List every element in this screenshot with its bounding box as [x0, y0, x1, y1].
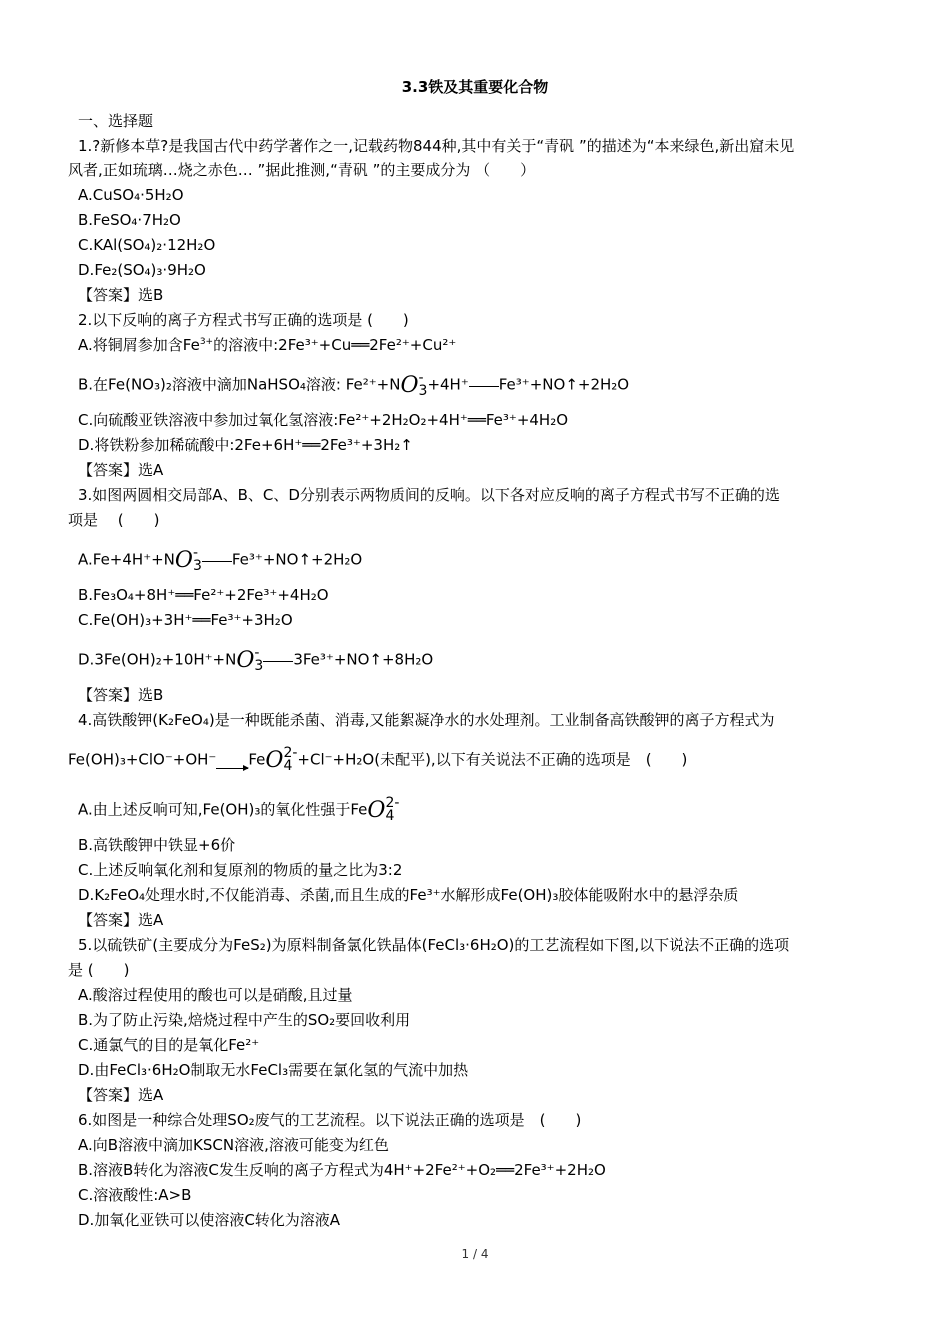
charge-label: 2- [283, 745, 298, 761]
question-2-stem: 2.以下反响的离子方程式书写正确的选项是 ( ) [78, 311, 409, 329]
q2-b-tail: Fe³⁺+NO↑+2H₂O [498, 375, 630, 394]
question-5-option-a: A.酸溶过程使用的酸也可以是硝酸,且过量 [78, 986, 353, 1004]
q4-eq-mid: Fe [248, 750, 266, 769]
question-3-option-a [78, 547, 362, 573]
q3-d-pre: D.3Fe(OH)₂+10H⁺+N [78, 650, 237, 669]
q4-eq-pre: Fe(OH)₃+ClO⁻+OH⁻ [68, 750, 217, 769]
question-1-option-b: B.FeSO₄·7H₂O [78, 211, 181, 229]
oxygen-symbol: O [265, 747, 284, 773]
nitrate-stack [254, 647, 263, 673]
question-1-stem-line2: 风者,正如琉璃…烧之赤色… ”据此推测,“青矾 ”的主要成分为 （ ） [68, 161, 536, 179]
question-1-option-a: A.CuSO₄·5H₂O [78, 186, 184, 204]
q2-b-post: +4H⁺ [427, 375, 469, 394]
question-1-option-c: C.KAl(SO₄)₂·12H₂O [78, 236, 216, 254]
question-4-equation [68, 747, 687, 773]
question-3-stem-line1: 3.如图两圆相交局部A、B、C、D分别表示两物质间的反响。以下各对应反响的离子方程式书写不正确的选 [78, 486, 780, 504]
question-5-option-c: C.通氯气的目的是氧化Fe²⁺ [78, 1036, 260, 1054]
ferrate-stack [385, 797, 399, 823]
subscript-label: 4 [385, 808, 395, 824]
subscript-label: 3 [418, 383, 428, 399]
nitrate-stack [419, 372, 428, 398]
question-4-option-c: C.上述反响氧化剂和复原剂的物质的量之比为3:2 [78, 861, 403, 879]
reaction-line [202, 561, 232, 562]
q4-a-pre: A.由上述反响可知,Fe(OH)₃的氧化性强于Fe [78, 800, 368, 819]
reaction-arrow [216, 768, 248, 769]
question-5-stem-line2: 是 ( ) [68, 961, 130, 979]
ferrate-stack [283, 747, 297, 773]
question-3-option-c: C.Fe(OH)₃+3H⁺══Fe³⁺+3H₂O [78, 611, 293, 629]
question-1-answer: 【答案】选B [78, 286, 164, 304]
oxygen-symbol: O [236, 647, 255, 673]
question-2-option-c: C.向硫酸亚铁溶液中参加过氧化氢溶液:Fe²⁺+2H₂O₂+4H⁺══Fe³⁺+4H₂O [78, 411, 569, 429]
question-3-option-b: B.Fe₃O₄+8H⁺══Fe²⁺+2Fe³⁺+4H₂O [78, 586, 329, 604]
q3-a-tail: Fe³⁺+NO↑+2H₂O [231, 550, 363, 569]
q2-a-charge: 3+ [199, 337, 214, 347]
section-heading: 一、选择题 [78, 112, 154, 130]
oxygen-symbol: O [400, 372, 419, 398]
q2-a-pre: A.将铜屑参加含Fe [78, 336, 200, 354]
question-6-stem: 6.如图是一种综合处理SO₂废气的工艺流程。以下说法正确的选项是 ( ) [78, 1111, 582, 1129]
question-6-option-d: D.加氧化亚铁可以使溶液C转化为溶液A [78, 1211, 341, 1229]
question-5-answer: 【答案】选A [78, 1086, 164, 1104]
question-4-answer: 【答案】选A [78, 911, 164, 929]
oxygen-symbol: O [174, 547, 193, 573]
question-3-stem-line2: 项是 ( ) [68, 511, 160, 529]
page-number: 1 / 4 [461, 1247, 489, 1261]
charge-label: - [418, 370, 424, 386]
q4-eq-post: +Cl⁻+H₂O(未配平),以下有关说法不正确的选项是 ( ) [297, 750, 688, 769]
question-3-answer: 【答案】选B [78, 686, 164, 704]
oxygen-symbol: O [367, 797, 386, 823]
question-6-option-a: A.向B溶液中滴加KSCN溶液,溶液可能变为红色 [78, 1136, 389, 1154]
charge-label: - [192, 545, 199, 561]
question-2-option-b [78, 372, 629, 398]
q3-a-pre: A.Fe+4H⁺+N [78, 550, 175, 569]
subscript-label: 4 [283, 758, 293, 774]
subscript-label: 3 [192, 558, 202, 574]
question-4-stem-line1: 4.高铁酸钾(K₂FeO₄)是一种既能杀菌、消毒,又能絮凝净水的水处理剂。工业制备高铁酸钾的离子方程式为 [78, 711, 775, 729]
question-6-option-c: C.溶液酸性:A>B [78, 1186, 192, 1204]
question-6-option-b: B.溶液B转化为溶液C发生反响的离子方程式为4H⁺+2Fe²⁺+O₂══2Fe³⁺+2H₂O [78, 1161, 606, 1179]
page-title: 3.3铁及其重要化合物 [401, 78, 549, 96]
question-5-stem-line1: 5.以硫铁矿(主要成分为FeS₂)为原料制备氯化铁晶体(FeCl₃·6H₂O)的工艺流程如下图,以下说法不正确的选项 [78, 936, 790, 954]
question-2-option-a [78, 335, 456, 355]
reaction-line [469, 386, 499, 387]
question-2-answer: 【答案】选A [78, 461, 164, 479]
q2-a-post: 的溶液中:2Fe³⁺+Cu══2Fe²⁺+Cu²⁺ [213, 336, 457, 354]
question-5-option-d: D.由FeCl₃·6H₂O制取无水FeCl₃需要在氯化氢的气流中加热 [78, 1061, 469, 1079]
question-1-stem-line1: 1.?新修本草?是我国古代中药学著作之一,记载药物844种,其中有关于“青矾 ”的描述为“本来绿色,新出窟未见 [78, 137, 795, 155]
question-5-option-b: B.为了防止污染,焙烧过程中产生的SO₂要回收利用 [78, 1011, 411, 1029]
charge-label: 2- [385, 795, 400, 811]
q3-d-tail: 3Fe³⁺+NO↑+8H₂O [293, 650, 434, 669]
q2-b-pre: B.在Fe(NO₃)₂溶液中滴加NaHSO₄溶液: Fe²⁺+N [78, 375, 401, 394]
question-4-option-a [78, 797, 399, 823]
question-1-option-d: D.Fe₂(SO₄)₃·9H₂O [78, 261, 206, 279]
question-3-option-d [78, 647, 433, 673]
nitrate-stack [193, 547, 202, 573]
question-4-option-d: D.K₂FeO₄处理水时,不仅能消毒、杀菌,而且生成的Fe³⁺水解形成Fe(OH)₃胶体能吸附水中的悬浮杂质 [78, 886, 739, 904]
charge-label: - [254, 645, 260, 661]
question-4-option-b: B.高铁酸钾中铁显+6价 [78, 836, 236, 854]
subscript-label: 3 [254, 658, 264, 674]
reaction-line [263, 661, 293, 662]
question-2-option-d: D.将铁粉参加稀硫酸中:2Fe+6H⁺══2Fe³⁺+3H₂↑ [78, 436, 413, 454]
